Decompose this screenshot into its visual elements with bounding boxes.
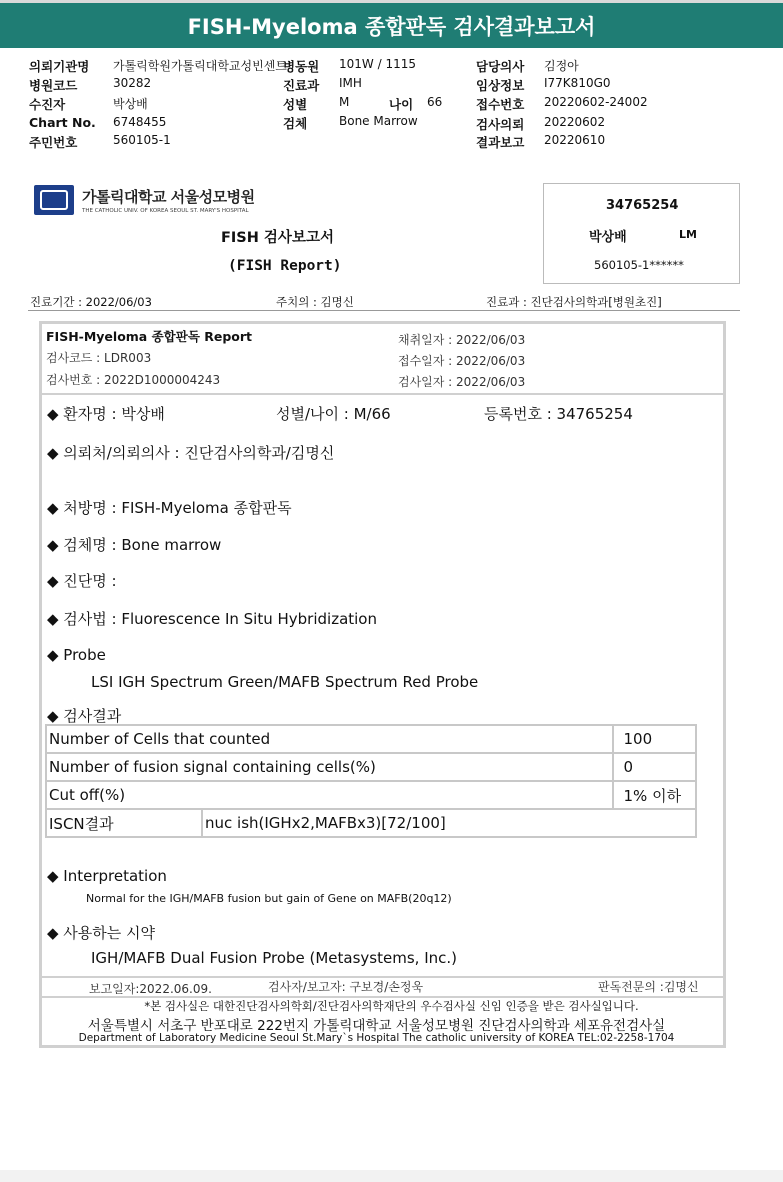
label-patient: 수진자 bbox=[29, 97, 66, 112]
reporter: 검사자/보고자: 구보경/손정욱 bbox=[268, 980, 424, 994]
value-ward: 101W / 1115 bbox=[339, 57, 416, 71]
lab-department-en: Department of Laboratory Medicine Seoul St.Mary`s Hospital The catholic university of KOREA TEL:02-2258-1704 bbox=[78, 1032, 675, 1044]
visit-department: 진료과 : 진단검사의학과[병원초진] bbox=[486, 295, 662, 309]
report-title-bar bbox=[0, 0, 783, 48]
label-department: 진료과 bbox=[283, 78, 320, 93]
value-sex: M bbox=[339, 95, 350, 109]
interpretation-value: Normal for the IGH/MAFB fusion but gain of Gene on MAFB(20q12) bbox=[86, 892, 452, 905]
result-label: ◆ 검사결과 bbox=[47, 707, 122, 725]
collected-date: 채취일자 : 2022/06/03 bbox=[398, 333, 526, 347]
label-receipt-no: 접수번호 bbox=[476, 97, 525, 112]
result-value-cell: 1% 이하 bbox=[613, 781, 696, 809]
patient-id-box bbox=[543, 183, 740, 284]
value-result-date: 20220610 bbox=[544, 133, 606, 147]
fish-report-title: FISH 검사보고서 bbox=[221, 230, 334, 246]
hospital-name-en: THE CATHOLIC UNIV. OF KOREA SEOUL ST. MARY'S HOSPITAL bbox=[82, 208, 249, 214]
report-heading: FISH-Myeloma 종합판독 Report bbox=[46, 329, 253, 344]
patient-sex-code: LM bbox=[679, 228, 697, 241]
patient-name-line: ◆ 환자명 : 박상배 bbox=[47, 405, 165, 423]
test-code: 검사코드 : LDR003 bbox=[46, 351, 152, 365]
hospital-logo bbox=[34, 185, 255, 215]
result-table bbox=[45, 724, 697, 838]
fish-report-subtitle: (FISH Report) bbox=[228, 258, 342, 274]
label-ward: 병동원 bbox=[283, 59, 320, 74]
label-resident-no: 주민번호 bbox=[29, 135, 78, 150]
result-label-cell: Number of fusion signal containing cells(%) bbox=[46, 753, 613, 781]
report-divider bbox=[42, 393, 723, 395]
value-hospital-code: 30282 bbox=[113, 76, 152, 90]
label-clinical-info: 임상정보 bbox=[476, 78, 525, 93]
visit-period: 진료기간 : 2022/06/03 bbox=[30, 295, 152, 309]
value-clinical-info: I77K810G0 bbox=[544, 76, 611, 90]
value-attending: 김정아 bbox=[544, 59, 579, 73]
value-chart-no: 6748455 bbox=[113, 115, 167, 129]
value-receipt-no: 20220602-24002 bbox=[544, 95, 648, 109]
method-line: ◆ 검사법 : Fluorescence In Situ Hybridization bbox=[47, 610, 377, 628]
value-requesting-institution: 가톨릭학원가톨릭대학교성빈센트 bbox=[113, 59, 287, 73]
visit-doctor: 주치의 : 김명신 bbox=[276, 295, 354, 309]
label-age: 나이 bbox=[389, 97, 414, 112]
prescription-line: ◆ 처방명 : FISH-Myeloma 종합판독 bbox=[47, 499, 292, 517]
iscn-label-cell: ISCN결과 bbox=[46, 809, 202, 837]
report-title: FISH-Myeloma 종합판독 검사결과보고서 bbox=[187, 14, 596, 39]
label-sex: 성별 bbox=[283, 97, 308, 112]
report-date: 보고일자:2022.06.09. bbox=[89, 982, 212, 996]
sex-age-line: 성별/나이 : M/66 bbox=[276, 405, 391, 423]
tested-date: 검사일자 : 2022/06/03 bbox=[398, 375, 526, 389]
hospital-name-kr: 가톨릭대학교 서울성모병원 bbox=[82, 188, 255, 206]
probe-value: LSI IGH Spectrum Green/MAFB Spectrum Red Probe bbox=[91, 673, 479, 691]
table-row bbox=[46, 781, 696, 809]
registration-line: 등록번호 : 34765254 bbox=[484, 405, 633, 423]
value-age: 66 bbox=[427, 95, 443, 109]
result-value-cell: 0 bbox=[613, 753, 696, 781]
value-request-date: 20220602 bbox=[544, 115, 606, 129]
interpretation-label: ◆ Interpretation bbox=[47, 867, 167, 885]
bottom-strip bbox=[0, 1170, 783, 1182]
label-request-date: 검사의뢰 bbox=[476, 117, 525, 132]
result-label-cell: Cut off(%) bbox=[46, 781, 613, 809]
label-requesting-institution: 의뢰기관명 bbox=[29, 59, 90, 74]
test-number: 검사번호 : 2022D1000004243 bbox=[46, 373, 221, 387]
table-row bbox=[46, 809, 696, 837]
probe-label: ◆ Probe bbox=[47, 646, 106, 664]
patient-reg-no: 34765254 bbox=[606, 198, 679, 213]
result-label-cell: Number of Cells that counted bbox=[46, 725, 613, 753]
table-row bbox=[46, 753, 696, 781]
value-patient: 박상배 bbox=[113, 97, 148, 111]
specimen-line: ◆ 검체명 : Bone marrow bbox=[47, 536, 222, 554]
value-specimen: Bone Marrow bbox=[339, 114, 418, 128]
label-hospital-code: 병원코드 bbox=[29, 78, 78, 93]
diagnosis-line: ◆ 진단명 : bbox=[47, 572, 117, 590]
label-specimen: 검체 bbox=[283, 116, 308, 131]
value-department: IMH bbox=[339, 76, 362, 90]
received-date: 접수일자 : 2022/06/03 bbox=[398, 354, 526, 368]
label-attending: 담당의사 bbox=[476, 59, 525, 74]
table-row bbox=[46, 725, 696, 753]
referral-line: ◆ 의뢰처/의뢰의사 : 진단검사의학과/김명신 bbox=[47, 444, 335, 462]
label-chart-no: Chart No. bbox=[29, 115, 96, 130]
certification-note: *본 검사실은 대한진단검사의학회/진단검사의학재단의 우수검사실 신임 인증을 받은 검사실입니다. bbox=[144, 999, 639, 1013]
result-value-cell: 100 bbox=[613, 725, 696, 753]
value-resident-no: 560105-1 bbox=[113, 133, 171, 147]
patient-name: 박상배 bbox=[589, 230, 627, 245]
visit-divider bbox=[28, 310, 740, 311]
label-result-date: 결과보고 bbox=[476, 135, 525, 150]
patient-id-no: 560105-1****** bbox=[594, 258, 684, 272]
hospital-emblem-icon bbox=[34, 185, 74, 215]
reagent-label: ◆ 사용하는 시약 bbox=[47, 924, 156, 942]
iscn-value-cell: nuc ish(IGHx2,MAFBx3)[72/100] bbox=[202, 809, 696, 837]
lab-address: 서울특별시 서초구 반포대로 222번지 가톨릭대학교 서울성모병원 진단검사의학과 세포유전검사실 bbox=[87, 1018, 666, 1034]
reading-specialist: 판독전문의 :김명신 bbox=[598, 980, 699, 994]
reagent-value: IGH/MAFB Dual Fusion Probe (Metasystems, Inc.) bbox=[91, 949, 457, 967]
